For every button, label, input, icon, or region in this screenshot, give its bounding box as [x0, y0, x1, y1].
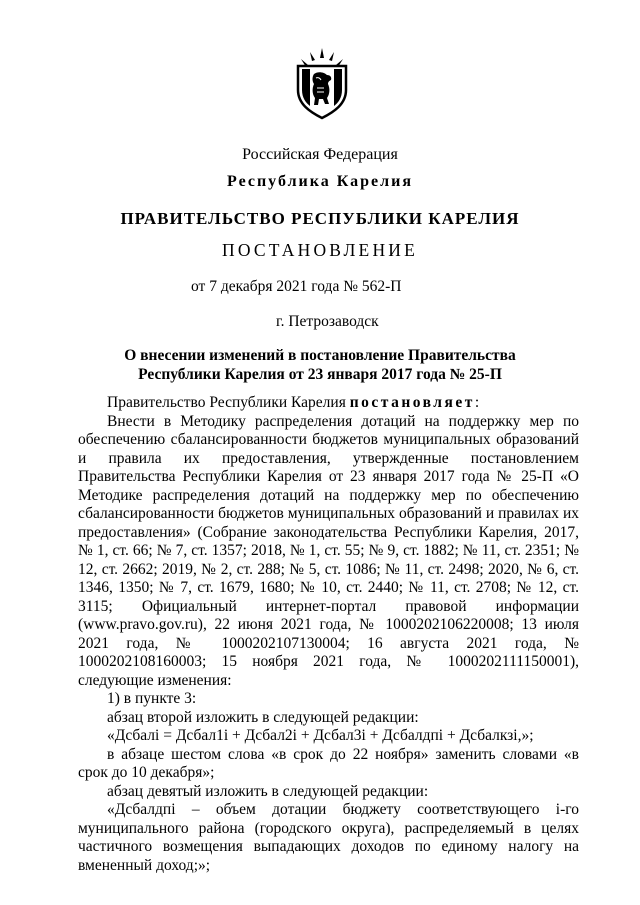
- paragraph-main: Внести в Методику распределения дотаций на поддержку мер по обеспечению сбалансированности бюджетов муниципальных образований и правила их предоставления, утвержденные постановлением Правительства Республики Карелия от 23 января 2017 года № 25-П «О Методике распределения дотаций на поддержку мер по обеспечению сбалансированности бюджетов муниципальных образований и правилах их предоставления» (Собрание законодательства Республики Карелия, 2017, № 1, ст. 66; № 7, ст. 1357; 2018, № 1, ст. 55; № 9, ст. 1882; № 11, ст. 2351; № 12, ст. 2662; 2019, № 2, ст. 288; № 5, ст. 1086; № 11, ст. 2498; 2020, № 6, ст. 1346, 1350; № 7, ст. 1679, 1680; № 10, ст. 2440; № 11, ст. 2708; № 12, ст. 3115; Официальный интернет-портал правовой информации (www.pravo.gov.ru), 22 июня 2021 года, № 1000202106220008; 13 июля 2021 года, № 1000202107130004; 16 августа 2021 года, № 1000202108160003; 15 ноября 2021 года, № 1000202111150001), следующие изменения:: [78, 412, 579, 689]
- intro-paragraph: [78, 394, 579, 413]
- country-name: Российская Федерация: [242, 146, 398, 163]
- paragraph-formula: «Дсбалі = Дсбал1і + Дсбал2і + Дсбал3і + Дсбалдпі + Дсбалкзі,»;: [107, 727, 534, 744]
- date-number: от 7 декабря 2021 года № 562-П: [191, 278, 402, 295]
- title-line-2: Республики Карелия от 23 января 2017 года № 25-П: [138, 366, 502, 383]
- city: г. Петрозаводск: [276, 313, 379, 330]
- title-line-1: О внесении изменений в постановление Правительства: [124, 347, 516, 364]
- document-body: [78, 394, 579, 875]
- paragraph-definition: «Дсбалдпі – объем дотации бюджету соответствующего і-го муниципального района (городского округа), распределяемый в целях частичного возмещения выпадающих доходов по единому налогу на вмененный доход;»;: [78, 801, 579, 874]
- intro-decree-word: постановляет: [349, 394, 475, 411]
- paragraph-ninth-abzac: абзац девятый изложить в следующей редакции:: [107, 782, 429, 800]
- paragraph-second-abzac: абзац второй изложить в следующей редакции:: [107, 708, 419, 726]
- coat-of-arms-emblem: [294, 48, 350, 120]
- paragraph-sixth-abzac: в абзаце шестом слова «в срок до 22 ноября» заменить словами «в срок до 10 декабря»;: [78, 745, 579, 781]
- intro-prefix: Правительство Республики Карелия: [107, 394, 350, 411]
- republic-name: Республика Карелия: [227, 173, 413, 190]
- document-type: ПОСТАНОВЛЕНИЕ: [221, 240, 419, 260]
- paragraph-point-3: 1) в пункте 3:: [107, 690, 197, 707]
- intro-suffix: :: [474, 394, 480, 411]
- government-title: ПРАВИТЕЛЬСТВО РЕСПУБЛИКИ КАРЕЛИЯ: [120, 209, 520, 228]
